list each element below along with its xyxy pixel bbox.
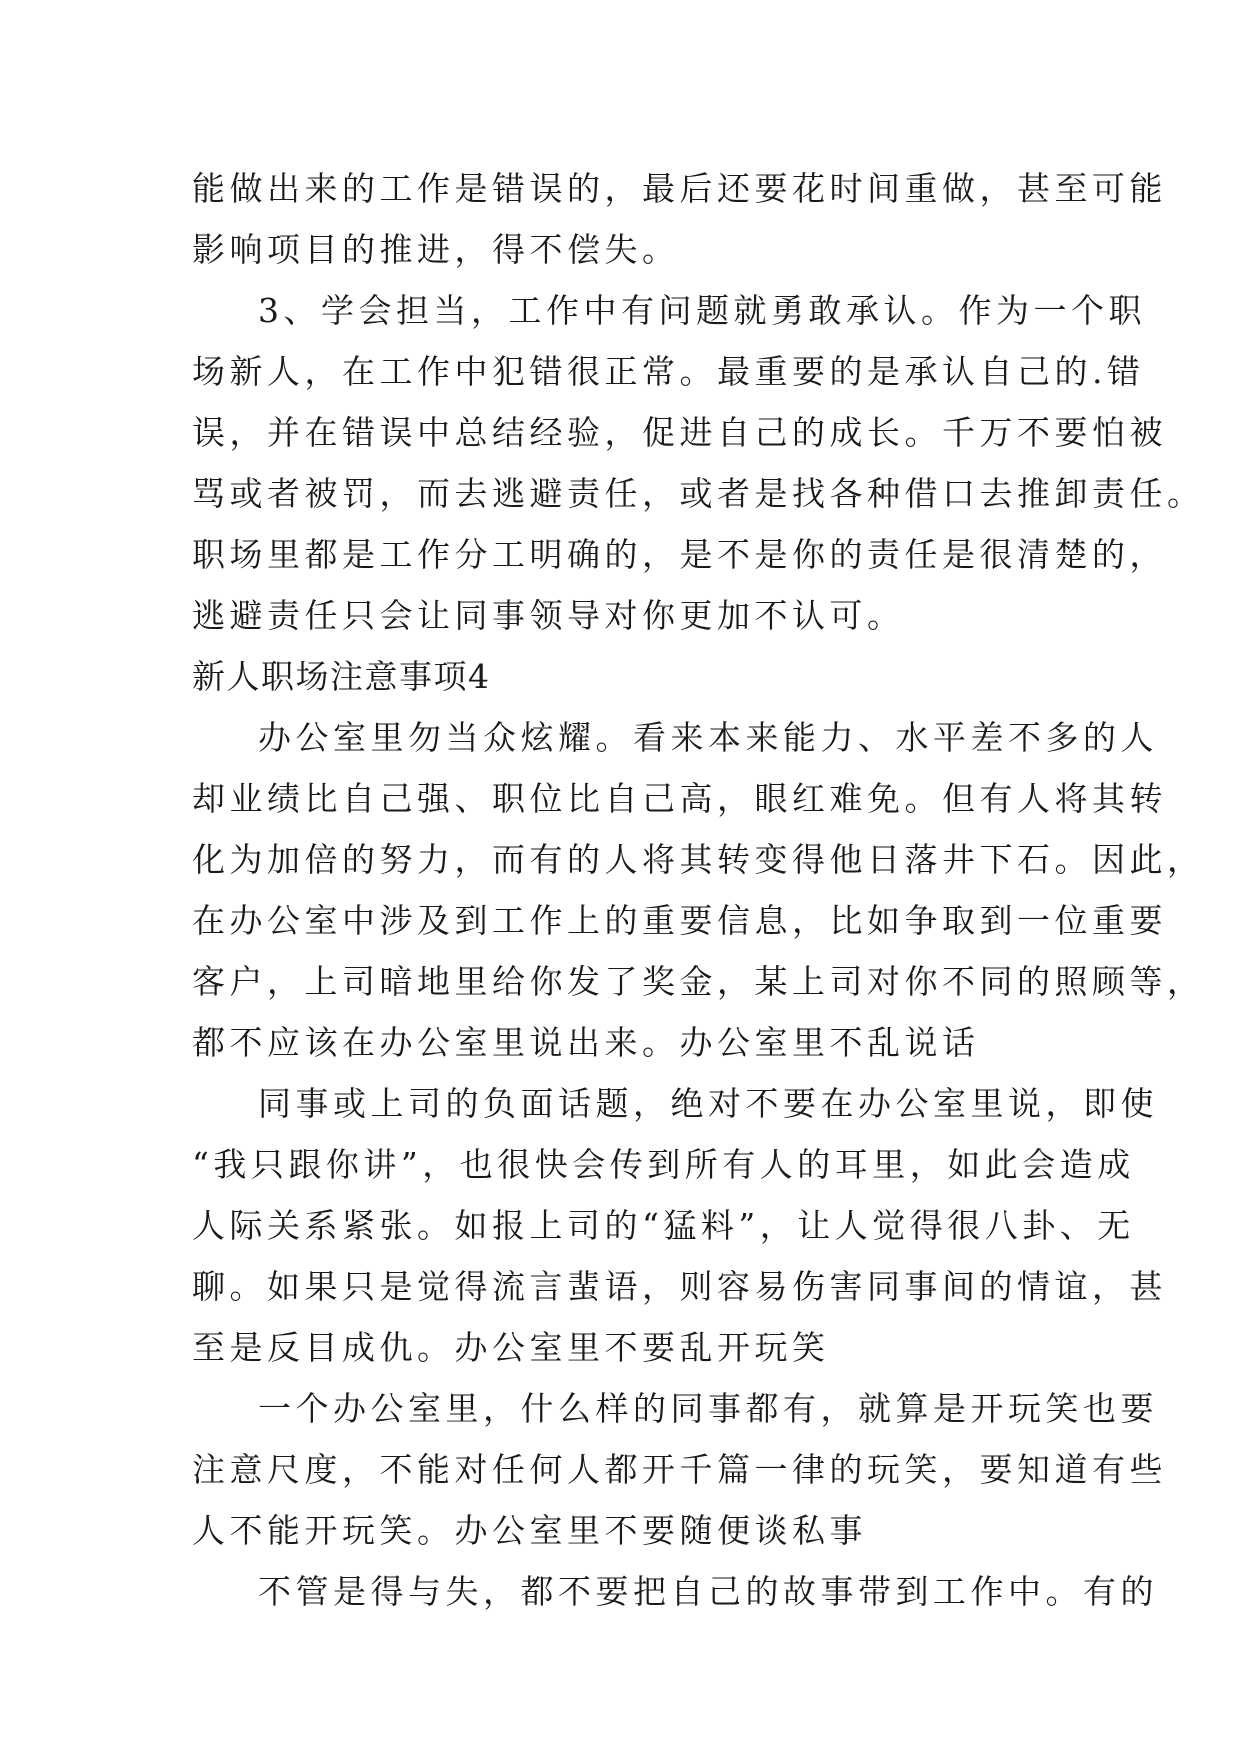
paragraph-line: 能做出来的工作是错误的，最后还要花时间重做，甚至可能 — [192, 169, 1167, 208]
paragraph-line: 同事或上司的负面话题，绝对不要在办公室里说，即使 — [258, 1084, 1158, 1123]
paragraph-3 — [192, 707, 1205, 1073]
paragraph-line: 3、学会担当，工作中有问题就勇敢承认。作为一个职 — [258, 291, 1146, 330]
paragraph-2 — [192, 280, 1205, 646]
paragraph-line: 骂或者被罚，而去逃避责任，或者是找各种借口去推卸责任。 — [192, 474, 1205, 513]
paragraph-line: 在办公室中涉及到工作上的重要信息，比如争取到一位重要 — [192, 901, 1167, 940]
paragraph-line: 影响项目的推进，得不偿失。 — [192, 230, 680, 269]
paragraph-line: 聊。如果只是觉得流言蜚语，则容易伤害同事间的情谊，甚 — [192, 1267, 1167, 1306]
paragraph-line: 都不应该在办公室里说出来。办公室里不乱说话 — [192, 1023, 980, 1062]
paragraph-line: 场新人，在工作中犯错很正常。最重要的是承认自己的.错 — [192, 352, 1145, 391]
paragraph-line: “我只跟你讲”，也很快会传到所有人的耳里，如此会造成 — [192, 1145, 1135, 1184]
paragraph-line: 不管是得与失，都不要把自己的故事带到工作中。有的 — [258, 1572, 1158, 1611]
paragraph-line: 逃避责任只会让同事领导对你更加不认可。 — [192, 596, 905, 635]
paragraph-line: 化为加倍的努力，而有的人将其转变得他日落井下石。因此， — [192, 840, 1205, 879]
paragraph-line: 人际关系紧张。如报上司的“猛料”，让人觉得很八卦、无 — [192, 1206, 1135, 1245]
paragraph-line: 一个办公室里，什么样的同事都有，就算是开玩笑也要 — [258, 1389, 1158, 1428]
paragraph-line: 职场里都是工作分工明确的，是不是你的责任是很清楚的， — [192, 535, 1167, 574]
paragraph-line: 至是反目成仇。办公室里不要乱开玩笑 — [192, 1328, 830, 1367]
paragraph-1 — [192, 158, 1167, 280]
paragraph-line: 办公室里勿当众炫耀。看来本来能力、水平差不多的人 — [258, 718, 1158, 757]
paragraph-6 — [192, 1561, 1158, 1622]
paragraph-line: 却业绩比自己强、职位比自己高，眼红难免。但有人将其转 — [192, 779, 1167, 818]
paragraph-line: 误，并在错误中总结经验，促进自己的成长。千万不要怕被 — [192, 413, 1167, 452]
paragraph-4 — [192, 1073, 1167, 1378]
paragraph-line: 客户，上司暗地里给你发了奖金，某上司对你不同的照顾等， — [192, 962, 1205, 1001]
paragraph-line: 人不能开玩笑。办公室里不要随便谈私事 — [192, 1511, 867, 1550]
paragraph-5 — [192, 1378, 1167, 1561]
section-heading: 新人职场注意事项4 — [192, 657, 491, 696]
document-body — [192, 158, 1205, 1622]
paragraph-line: 注意尺度，不能对任何人都开千篇一律的玩笑，要知道有些 — [192, 1450, 1167, 1489]
